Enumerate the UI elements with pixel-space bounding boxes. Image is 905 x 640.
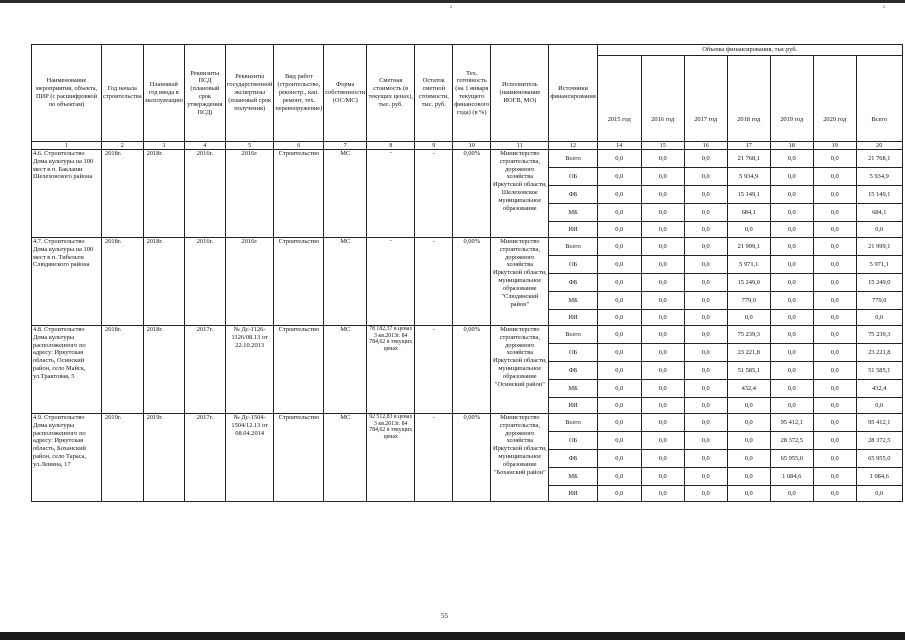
funding-value: 0,0 xyxy=(770,486,813,502)
funding-value: 0,0 xyxy=(684,292,727,310)
work-type: Строительство xyxy=(274,150,324,238)
psd-details: 2016г. xyxy=(184,150,225,238)
column-number: 17 xyxy=(727,142,770,150)
remaining-cost: - xyxy=(415,150,453,238)
funding-value: 0,0 xyxy=(770,222,813,238)
funding-value: 15 249,0 xyxy=(856,274,902,292)
funding-source: МБ xyxy=(549,380,597,398)
funding-value: 0,0 xyxy=(641,238,684,256)
table-row xyxy=(32,238,903,256)
funding-value: 0,0 xyxy=(684,380,727,398)
funding-value: 51 585,1 xyxy=(856,362,902,380)
header-ownership: Форма собственности (ОС/МС) xyxy=(324,45,367,142)
commission-year: 2018г. xyxy=(143,326,184,414)
readiness: 0,00% xyxy=(453,150,491,238)
remaining-cost: - xyxy=(415,414,453,502)
psd-details: 2017г. xyxy=(184,326,225,414)
funding-value: 0,0 xyxy=(684,274,727,292)
funding-value: 5 971,1 xyxy=(856,256,902,274)
funding-value: 95 412,1 xyxy=(770,414,813,432)
readiness: 0,00% xyxy=(453,414,491,502)
funding-value: 0,0 xyxy=(597,238,641,256)
header-funding-volumes: Объемы финансирования, тыс.руб. xyxy=(597,45,902,56)
funding-value: 0,0 xyxy=(597,450,641,468)
remaining-cost: - xyxy=(415,238,453,326)
funding-source: МБ xyxy=(549,468,597,486)
funding-value: 0,0 xyxy=(813,222,856,238)
funding-source: Всего xyxy=(549,414,597,432)
funding-value: 0,0 xyxy=(641,362,684,380)
funding-value: 0,0 xyxy=(813,326,856,344)
funding-value: 0,0 xyxy=(641,398,684,414)
executor: Министерство строительства, дорожного хозяйства Иркутской области, Шелеховское муниципальное образование xyxy=(491,150,549,238)
column-number: 7 xyxy=(324,142,367,150)
funding-value: 432,4 xyxy=(727,380,770,398)
funding-value: 0,0 xyxy=(813,274,856,292)
estimated-cost: - xyxy=(367,150,415,238)
funding-value: 0,0 xyxy=(813,398,856,414)
funding-value: 0,0 xyxy=(597,150,641,168)
funding-value: 0,0 xyxy=(813,310,856,326)
funding-value: 0,0 xyxy=(727,486,770,502)
header-year-2017: 2017 год xyxy=(684,56,727,142)
funding-value: 0,0 xyxy=(684,168,727,186)
funding-value: 0,0 xyxy=(684,256,727,274)
header-funding-sources: Источники финансирования xyxy=(549,45,597,142)
funding-value: 0,0 xyxy=(813,380,856,398)
work-type: Строительство xyxy=(274,326,324,414)
column-number: 16 xyxy=(684,142,727,150)
funding-value: 0,0 xyxy=(597,414,641,432)
funding-source: ИИ xyxy=(549,398,597,414)
header-year-2019: 2019 год xyxy=(770,56,813,142)
funding-value: 0,0 xyxy=(727,414,770,432)
funding-value: 0,0 xyxy=(770,344,813,362)
funding-value: 0,0 xyxy=(641,468,684,486)
funding-value: 65 955,0 xyxy=(770,450,813,468)
funding-value: 0,0 xyxy=(727,398,770,414)
funding-source: ФБ xyxy=(549,362,597,380)
column-number: 19 xyxy=(813,142,856,150)
funding-value: 432,4 xyxy=(856,380,902,398)
funding-value: 95 412,1 xyxy=(856,414,902,432)
funding-value: 0,0 xyxy=(597,362,641,380)
funding-value: 15 249,0 xyxy=(727,274,770,292)
column-number: 8 xyxy=(367,142,415,150)
funding-source: ИИ xyxy=(549,310,597,326)
funding-value: 0,0 xyxy=(684,222,727,238)
funding-value: 21 768,1 xyxy=(856,150,902,168)
header-year-2016: 2016 год xyxy=(641,56,684,142)
expertise-details: № Дс-1504-1504/12.13 от 08.04.2014 xyxy=(225,414,274,502)
funding-value: 0,0 xyxy=(856,398,902,414)
funding-value: 0,0 xyxy=(684,486,727,502)
funding-value: 0,0 xyxy=(597,292,641,310)
header-year-2018: 2018 год xyxy=(727,56,770,142)
header-row-top xyxy=(32,45,903,56)
header-executor: Исполнитель (наименование ИОГВ, МО) xyxy=(491,45,549,142)
funding-value: 0,0 xyxy=(597,274,641,292)
funding-value: 0,0 xyxy=(770,380,813,398)
funding-value: 0,0 xyxy=(684,326,727,344)
funding-value: 0,0 xyxy=(641,150,684,168)
scan-bottom-edge xyxy=(0,632,905,640)
funding-source: ОБ xyxy=(549,256,597,274)
object-name: 4.8. Строительство Дома культуры расположенного по адресу: Иркутская область, Осинский район, село Майск, ул.Трактовая, 5 xyxy=(32,326,102,414)
funding-value: 0,0 xyxy=(597,256,641,274)
readiness: 0,00% xyxy=(453,326,491,414)
funding-value: 21 999,1 xyxy=(727,238,770,256)
funding-value: 684,1 xyxy=(856,204,902,222)
funding-value: 0,0 xyxy=(770,204,813,222)
funding-value: 1 084,6 xyxy=(856,468,902,486)
header-year-2020: 2020 год xyxy=(813,56,856,142)
funding-value: 0,0 xyxy=(641,186,684,204)
funding-value: 0,0 xyxy=(641,486,684,502)
funding-value: 21 768,1 xyxy=(727,150,770,168)
funding-source: ФБ xyxy=(549,274,597,292)
estimated-cost: - xyxy=(367,238,415,326)
funding-value: 0,0 xyxy=(770,274,813,292)
funding-value: 0,0 xyxy=(641,292,684,310)
column-number: 6 xyxy=(274,142,324,150)
column-number: 4 xyxy=(184,142,225,150)
funding-value: 21 999,1 xyxy=(856,238,902,256)
scan-top-edge xyxy=(0,0,905,3)
funding-value: 0,0 xyxy=(641,450,684,468)
work-type: Строительство xyxy=(274,238,324,326)
funding-value: 0,0 xyxy=(597,186,641,204)
funding-value: 0,0 xyxy=(813,292,856,310)
column-number: 14 xyxy=(597,142,641,150)
header-estimated-cost: Сметная стоимость (в текущих ценах), тыс. руб. xyxy=(367,45,415,142)
funding-value: 0,0 xyxy=(684,362,727,380)
funding-value: 0,0 xyxy=(641,344,684,362)
column-number: 11 xyxy=(491,142,549,150)
funding-value: 0,0 xyxy=(813,344,856,362)
executor: Министерство строительства, дорожного хозяйства Иркутской области, муниципальное образование "Боханский район" xyxy=(491,414,549,502)
funding-value: 0,0 xyxy=(813,150,856,168)
funding-value: 0,0 xyxy=(770,238,813,256)
funding-source: Всего xyxy=(549,326,597,344)
funding-value: 0,0 xyxy=(641,168,684,186)
funding-value: 23 221,8 xyxy=(727,344,770,362)
column-number: 1 xyxy=(32,142,102,150)
funding-value: 0,0 xyxy=(813,486,856,502)
funding-value: 0,0 xyxy=(813,450,856,468)
funding-value: 5 934,9 xyxy=(856,168,902,186)
column-number: 10 xyxy=(453,142,491,150)
funding-value: 28 372,5 xyxy=(856,432,902,450)
funding-value: 684,1 xyxy=(727,204,770,222)
work-type: Строительство xyxy=(274,414,324,502)
funding-value: 0,0 xyxy=(770,186,813,204)
funding-value: 0,0 xyxy=(856,310,902,326)
table-row xyxy=(32,326,903,344)
start-year: 2018г. xyxy=(102,150,144,238)
column-number-row xyxy=(32,142,903,150)
start-year: 2019г. xyxy=(102,414,144,502)
corner-mark-top: ² xyxy=(450,4,453,12)
funding-value: 0,0 xyxy=(684,310,727,326)
funding-value: 0,0 xyxy=(597,168,641,186)
funding-value: 0,0 xyxy=(813,168,856,186)
ownership: МС xyxy=(324,326,367,414)
start-year: 2018г. xyxy=(102,238,144,326)
funding-value: 0,0 xyxy=(727,432,770,450)
funding-source: МБ xyxy=(549,292,597,310)
funding-value: 75 239,3 xyxy=(727,326,770,344)
funding-value: 0,0 xyxy=(684,450,727,468)
column-number: 3 xyxy=(143,142,184,150)
funding-source: ИИ xyxy=(549,222,597,238)
funding-value: 0,0 xyxy=(813,204,856,222)
funding-value: 0,0 xyxy=(727,222,770,238)
funding-value: 0,0 xyxy=(727,310,770,326)
start-year: 2018г. xyxy=(102,326,144,414)
funding-value: 0,0 xyxy=(856,486,902,502)
funding-value: 5 971,1 xyxy=(727,256,770,274)
funding-value: 0,0 xyxy=(597,204,641,222)
funding-value: 0,0 xyxy=(684,398,727,414)
funding-value: 75 239,3 xyxy=(856,326,902,344)
executor: Министерство строительства, дорожного хозяйства Иркутской области, муниципальное образование "Слюдянский район" xyxy=(491,238,549,326)
object-name: 4.7. Строительство Дома культуры на 100 мест в п. Тибельти Слюдянского района xyxy=(32,238,102,326)
header-readiness: Тех. готовность (на 1 января текущего финансового года) (в %) xyxy=(453,45,491,142)
object-name: 4.9. Строительство Дома культуры расположенного по адресу: Иркутская область, Боханский район, село Тараса, ул.Ленина, 17 xyxy=(32,414,102,502)
remaining-cost: - xyxy=(415,326,453,414)
funding-value: 0,0 xyxy=(641,326,684,344)
corner-mark-right: ² xyxy=(883,4,886,12)
funding-value: 0,0 xyxy=(597,432,641,450)
funding-value: 0,0 xyxy=(684,414,727,432)
column-number: 2 xyxy=(102,142,144,150)
estimated-cost: 78 182,37 в ценах 3 кв.2013г. 84 784,62 в текущих ценах xyxy=(367,326,415,414)
funding-source: ИИ xyxy=(549,486,597,502)
object-name: 4.6. Строительство Дома культуры на 100 мест в п. Баклаши Шелеховского района xyxy=(32,150,102,238)
funding-value: 0,0 xyxy=(727,450,770,468)
funding-value: 5 934,9 xyxy=(727,168,770,186)
header-year-2015: 2015 год xyxy=(597,56,641,142)
header-expertise-details: Реквизиты государственной экспертизы (плановый срок получения) xyxy=(225,45,274,142)
funding-value: 1 084,6 xyxy=(770,468,813,486)
header-work-type: Вид работ (строительство, реконстр., кап. ремонт, тех. перевооружение) xyxy=(274,45,324,142)
expertise-details: 2016г. xyxy=(225,150,274,238)
funding-source: ОБ xyxy=(549,432,597,450)
commission-year: 2018г. xyxy=(143,238,184,326)
funding-value: 51 585,1 xyxy=(727,362,770,380)
funding-value: 0,0 xyxy=(641,256,684,274)
funding-value: 65 955,0 xyxy=(856,450,902,468)
funding-value: 0,0 xyxy=(597,380,641,398)
funding-value: 0,0 xyxy=(770,256,813,274)
funding-value: 0,0 xyxy=(770,326,813,344)
funding-value: 0,0 xyxy=(641,432,684,450)
psd-details: 2016г. xyxy=(184,238,225,326)
funding-value: 0,0 xyxy=(597,310,641,326)
funding-value: 0,0 xyxy=(684,150,727,168)
column-number: 20 xyxy=(856,142,902,150)
funding-value: 0,0 xyxy=(684,468,727,486)
funding-source: МБ xyxy=(549,204,597,222)
funding-value: 0,0 xyxy=(813,468,856,486)
funding-value: 0,0 xyxy=(597,326,641,344)
page-number: 55 xyxy=(441,612,448,620)
funding-value: 0,0 xyxy=(641,380,684,398)
funding-source: ФБ xyxy=(549,450,597,468)
funding-value: 0,0 xyxy=(684,204,727,222)
ownership: МС xyxy=(324,414,367,502)
funding-source: ОБ xyxy=(549,168,597,186)
funding-value: 0,0 xyxy=(727,468,770,486)
executor: Министерство строительства, дорожного хозяйства Иркутской области, муниципальное образование "Осинский район" xyxy=(491,326,549,414)
commission-year: 2019г. xyxy=(143,414,184,502)
funding-value: 0,0 xyxy=(813,362,856,380)
funding-value: 0,0 xyxy=(813,256,856,274)
column-number: 18 xyxy=(770,142,813,150)
funding-value: 15 149,1 xyxy=(727,186,770,204)
column-number: 12 xyxy=(549,142,597,150)
funding-value: 0,0 xyxy=(684,344,727,362)
funding-value: 0,0 xyxy=(641,204,684,222)
table-row xyxy=(32,150,903,168)
expertise-details: № Дс-1126-1126/08.13 от 22.10.2013 xyxy=(225,326,274,414)
header-commission-year: Плановый год ввода в эксплуатацию xyxy=(143,45,184,142)
column-number: 9 xyxy=(415,142,453,150)
readiness: 0,00% xyxy=(453,238,491,326)
funding-value: 0,0 xyxy=(813,238,856,256)
funding-value: 0,0 xyxy=(770,398,813,414)
funding-value: 0,0 xyxy=(770,168,813,186)
expertise-details: 2016г. xyxy=(225,238,274,326)
funding-value: 0,0 xyxy=(597,468,641,486)
ownership: МС xyxy=(324,150,367,238)
funding-value: 0,0 xyxy=(641,310,684,326)
header-remaining-cost: Остаток сметной стоимости, тыс. руб. xyxy=(415,45,453,142)
funding-value: 15 149,1 xyxy=(856,186,902,204)
funding-value: 0,0 xyxy=(641,274,684,292)
funding-value: 0,0 xyxy=(641,414,684,432)
header-name: Наименование мероприятия, объекта, ПИР (с расшифровкой по объектам) xyxy=(32,45,102,142)
column-number: 5 xyxy=(225,142,274,150)
funding-value: 0,0 xyxy=(770,362,813,380)
funding-value: 0,0 xyxy=(770,310,813,326)
funding-value: 0,0 xyxy=(856,222,902,238)
estimated-cost: 92 512,83 в ценах 3 кв.2013г. 84 784,62 в текущих ценах xyxy=(367,414,415,502)
funding-source: ФБ xyxy=(549,186,597,204)
funding-value: 0,0 xyxy=(770,292,813,310)
table-row xyxy=(32,414,903,432)
funding-value: 0,0 xyxy=(813,432,856,450)
funding-source: Всего xyxy=(549,150,597,168)
funding-source: ОБ xyxy=(549,344,597,362)
funding-value: 28 372,5 xyxy=(770,432,813,450)
funding-value: 23 221,8 xyxy=(856,344,902,362)
funding-source: Всего xyxy=(549,238,597,256)
funding-value: 0,0 xyxy=(813,186,856,204)
financing-table xyxy=(31,44,903,502)
psd-details: 2017г. xyxy=(184,414,225,502)
header-psd-details: Реквизиты ПСД (плановый срок утверждения ПСД) xyxy=(184,45,225,142)
funding-value: 0,0 xyxy=(597,344,641,362)
funding-value: 0,0 xyxy=(597,486,641,502)
funding-value: 779,0 xyxy=(856,292,902,310)
ownership: МС xyxy=(324,238,367,326)
funding-value: 779,0 xyxy=(727,292,770,310)
commission-year: 2018г. xyxy=(143,150,184,238)
column-number: 15 xyxy=(641,142,684,150)
funding-value: 0,0 xyxy=(770,150,813,168)
funding-value: 0,0 xyxy=(684,238,727,256)
funding-value: 0,0 xyxy=(684,186,727,204)
funding-value: 0,0 xyxy=(597,222,641,238)
header-start-year: Год начала строительства xyxy=(102,45,144,142)
funding-value: 0,0 xyxy=(641,222,684,238)
funding-value: 0,0 xyxy=(597,398,641,414)
funding-value: 0,0 xyxy=(813,414,856,432)
header-year-total: Всего xyxy=(856,56,902,142)
funding-value: 0,0 xyxy=(684,432,727,450)
